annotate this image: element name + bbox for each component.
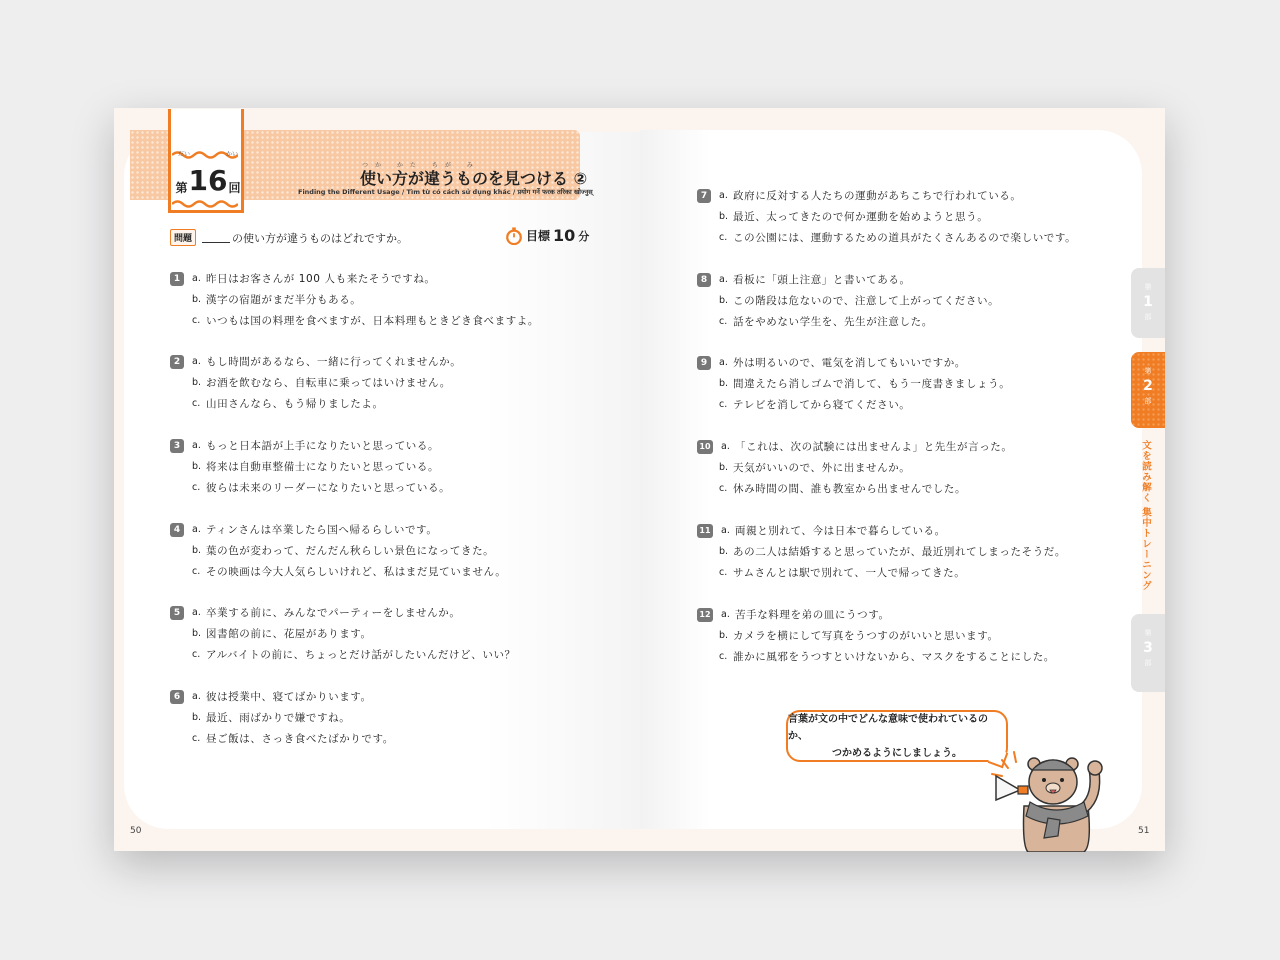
option-label: a. [719,274,728,285]
option-a: 「これは、次の試験には出ませんよ」と先生が言った。 [735,441,1013,453]
speech-bubble [786,710,1008,762]
option-c: 山田さんなら、もう帰りましたよ。 [206,398,384,410]
option-label: b. [719,295,729,306]
option-a: 看板に「頭上注意」と書いてある。 [733,274,911,286]
option-b: カメラを横にして写真をうつすのがいいと思います。 [733,630,999,642]
option-label: c. [192,482,201,493]
question-number: 2 [170,355,184,369]
instruction-text: の使い方が違うものはどれですか。 [232,231,409,245]
side-tab-num: 1 [1143,294,1153,310]
option-b: この階段は危ないので、注意して上がってください。 [733,295,1000,307]
page-number-right: 51 [1138,826,1150,836]
option-c: 休み時間の間、誰も教室から出ませんでした。 [733,483,967,495]
target-unit: 分 [578,229,590,243]
option-a: もし時間があるなら、一緒に行ってくれませんか。 [206,356,462,368]
option-label: b. [192,377,202,388]
option-label: c. [719,399,728,410]
side-tab-pre: 第 [1144,629,1152,637]
option-label: c. [192,398,201,409]
option-c: サムさんとは駅で別れて、一人で帰ってきた。 [733,567,966,579]
side-tab-pre: 第 [1144,367,1152,375]
question-11 [697,520,1066,583]
page-title: 使い方が違うものを見つける ② [360,169,588,188]
instruction [170,229,408,246]
question-number: 4 [170,523,184,537]
option-b: 天気がいいので、外に出ませんか。 [733,462,911,474]
stopwatch-icon [505,227,523,245]
option-c: この公園には、運動するための道具がたくさんあるので楽しいです。 [733,232,1077,244]
target-label: 目標 [526,229,551,243]
option-label: a. [192,440,201,451]
option-label: c. [192,315,201,326]
page-subtitle: Finding the Different Usage / Tìm từ có cách sử dụng khác / प्रयोग गर्ने फरक तरिका खोज्नुस् [298,188,593,196]
lesson-tab [168,109,244,213]
question-2 [170,351,461,414]
option-a: 彼は授業中、寝てばかりいます。 [206,691,372,703]
megaphone-icon [996,776,1028,800]
option-c: 昼ご飯は、さっき食べたばかりです。 [206,733,394,745]
side-tab-num: 2 [1143,378,1153,394]
question-7 [697,185,1076,248]
option-label: c. [192,649,201,660]
option-label: b. [192,628,202,639]
shout-lines-icon [992,752,1016,776]
option-label: c. [192,566,201,577]
option-a: もっと日本語が上手になりたいと思っている。 [206,440,440,452]
side-tab-part-2[interactable] [1131,352,1165,428]
question-8 [697,269,999,332]
page-number-left: 50 [130,826,142,836]
question-6 [170,686,394,749]
option-label: b. [719,462,729,473]
option-label: b. [719,378,729,389]
question-number: 12 [697,608,713,622]
option-label: a. [719,357,728,368]
option-c: その映画は今大人気らしいけれど、私はまだ見ていません。 [206,566,507,578]
option-label: b. [719,546,729,557]
question-number: 3 [170,439,184,453]
option-label: c. [719,316,728,327]
question-12 [697,604,1055,667]
option-label: a. [192,524,201,535]
question-number: 7 [697,189,711,203]
option-c: いつもは国の料理を食べますが、日本料理もときどき食べますよ。 [206,315,539,327]
option-label: c. [192,733,201,744]
bubble-line-2: つかめるようにしましょう。 [832,747,962,759]
side-tab-part-3[interactable] [1131,614,1165,692]
side-tab-num: 3 [1143,640,1153,656]
bear-mascot-icon [988,746,1120,852]
option-label: a. [721,441,730,452]
question-number: 5 [170,606,184,620]
option-b: お酒を飲むなら、自転車に乗ってはいけません。 [206,377,451,389]
option-label: b. [192,294,202,305]
option-label: a. [192,691,201,702]
option-a: 苦手な料理を弟の皿にうつす。 [735,609,890,621]
bubble-line-1: 言葉が文の中でどんな意味で使われているのか、 [788,713,988,742]
option-label: a. [192,356,201,367]
blank-line [202,232,230,243]
option-c: 話をやめない学生を、先生が注意した。 [733,316,933,328]
option-label: b. [192,712,202,723]
target-value: 10 [553,226,576,245]
option-c: アルバイトの前に、ちょっとだけ話がしたいんだけど、いい？ [206,649,516,661]
option-label: a. [721,525,730,536]
lesson-number: 16 [188,164,228,197]
option-c: 誰かに風邪をうつすといけないから、マスクをすることにした。 [733,651,1055,663]
option-label: c. [719,483,728,494]
option-label: a. [721,609,730,620]
side-tab-pre: 第 [1144,283,1152,291]
question-1 [170,268,539,331]
option-a: ティンさんは卒業したら国へ帰るらしいです。 [206,524,438,536]
option-label: c. [719,567,728,578]
question-5 [170,602,516,665]
option-b: あの二人は結婚すると思っていたが、最近別れてしまったそうだ。 [733,546,1066,558]
question-number: 8 [697,273,711,287]
side-tab-post: 部 [1144,397,1152,405]
lesson-prefix: 第 [175,181,188,195]
option-b: 最近、太ってきたので何か運動を始めようと思う。 [733,211,989,223]
option-b: 図書館の前に、花屋があります。 [206,628,372,640]
section-vertical-label: 文を読み解く 集中トレーニング [1140,440,1151,592]
option-b: 間違えたら消しゴムで消して、もう一度書きましょう。 [733,378,1011,390]
option-b: 葉の色が変わって、だんだん秋らしい景色になってきた。 [206,545,495,557]
option-label: c. [719,232,728,243]
question-number: 9 [697,356,711,370]
option-b: 最近、雨ばかりで嫌ですね。 [206,712,351,724]
option-a: 両親と別れて、今は日本で暮らしている。 [735,525,946,537]
lesson-ruby-kai: かい [226,151,239,158]
question-10 [697,436,1013,499]
option-b: 漢字の宿題がまだ半分もある。 [206,294,362,306]
title-ruby: つか かた ちが み [362,162,480,169]
option-b: 将来は自動車整備士になりたいと思っている。 [206,461,440,473]
problem-badge: 問題 [170,229,196,246]
option-label: a. [192,273,201,284]
question-number: 11 [697,524,713,538]
option-a: 昨日はお客さんが 100 人も来たそうですね。 [206,273,436,285]
target-time [505,226,589,245]
option-label: c. [719,651,728,662]
wave-bottom-icon [172,199,238,209]
option-a: 卒業する前に、みんなでパーティーをしませんか。 [206,607,461,619]
side-tab-post: 部 [1144,313,1152,321]
side-tab-post: 部 [1144,659,1152,667]
option-label: a. [192,607,201,618]
side-tab-part-1[interactable] [1131,268,1165,338]
option-c: テレビを消してから寝てください。 [733,399,911,411]
option-label: b. [719,630,729,641]
lesson-suffix: 回 [228,181,241,195]
option-a: 外は明るいので、電気を消してもいいですか。 [733,357,966,369]
question-4 [170,519,506,582]
option-label: b. [192,461,202,472]
question-number: 1 [170,272,184,286]
option-label: a. [719,190,728,201]
question-9 [697,352,1010,415]
option-label: b. [719,211,729,222]
option-label: b. [192,545,202,556]
lesson-ruby-dai: だい [178,151,191,158]
question-number: 10 [697,440,713,454]
lesson-number-label [176,166,240,196]
option-a: 政府に反対する人たちの運動があちこちで行われている。 [733,190,1022,202]
question-3 [170,435,450,498]
question-number: 6 [170,690,184,704]
option-c: 彼らは未来のリーダーになりたいと思っている。 [206,482,451,494]
